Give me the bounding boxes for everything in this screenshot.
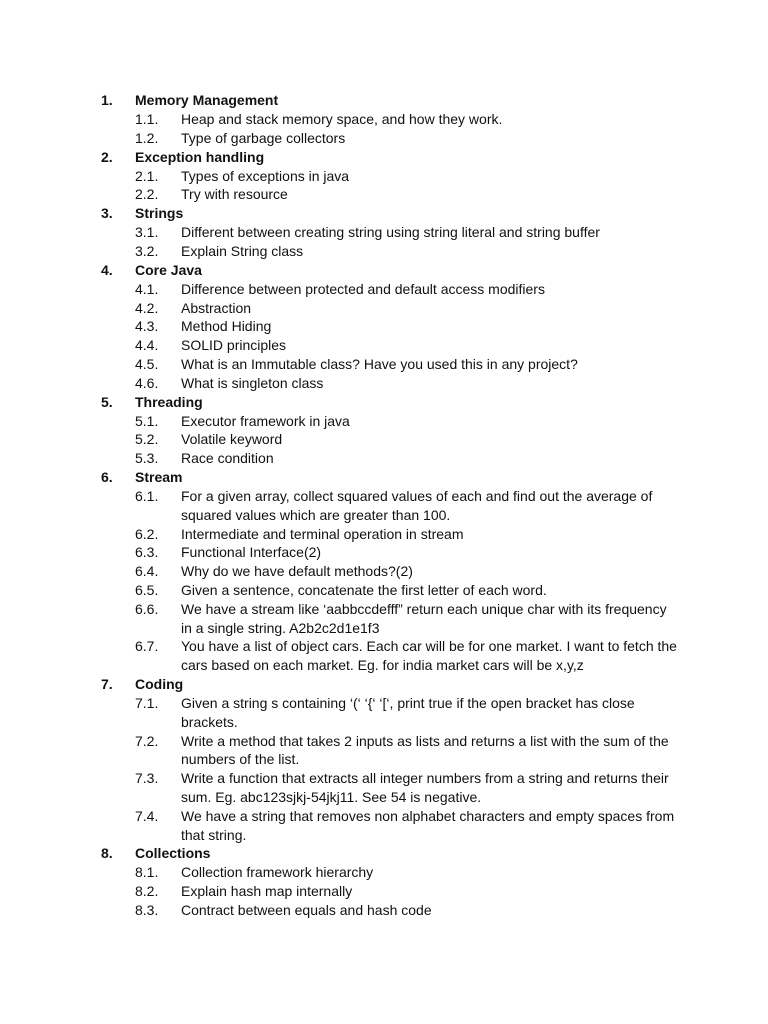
- list-item: [0, 694, 681, 732]
- section-title: Memory Management: [135, 92, 279, 108]
- list-item: [0, 637, 681, 675]
- item-number: 7.2.: [135, 732, 159, 749]
- section-title: Strings: [135, 205, 184, 222]
- section-heading: [0, 261, 768, 280]
- item-text: Explain String class: [181, 242, 304, 259]
- item-text: SOLID principles: [181, 337, 287, 354]
- section-heading: [0, 844, 768, 863]
- item-number: 6.2.: [135, 525, 159, 542]
- item-number: 4.6.: [135, 374, 159, 391]
- item-number: 6.4.: [135, 563, 159, 580]
- item-number: 4.3.: [135, 318, 159, 335]
- item-number: 4.2.: [135, 299, 159, 316]
- list-item: [0, 317, 681, 336]
- item-text: Given a sentence, concatenate the first letter of each word.: [181, 581, 547, 598]
- list-item: [0, 110, 681, 129]
- item-number: 6.6.: [135, 600, 159, 617]
- item-text: Types of exceptions in java: [181, 167, 350, 184]
- item-text: Heap and stack memory space, and how they work.: [181, 111, 503, 127]
- outline-section: [0, 261, 768, 393]
- item-text: Functional Interface(2): [181, 544, 322, 561]
- item-number: 7.3.: [135, 770, 159, 787]
- section-heading: [0, 91, 768, 110]
- item-number: 1.2.: [135, 129, 159, 146]
- section-number: 6.: [101, 468, 113, 485]
- list-item: [0, 336, 681, 355]
- list-item: [0, 863, 681, 882]
- section-title: Collections: [135, 845, 211, 862]
- section-heading: [0, 468, 768, 487]
- section-title: Coding: [135, 675, 184, 692]
- section-number: 3.: [101, 205, 113, 222]
- outline-section: [0, 204, 768, 261]
- section-title: Core Java: [135, 261, 202, 278]
- item-number: 4.4.: [135, 337, 159, 354]
- item-text: Contract between equals and hash code: [181, 901, 432, 918]
- item-number: 5.1.: [135, 412, 159, 429]
- section-heading: [0, 675, 768, 694]
- list-item: [0, 581, 681, 600]
- list-item: [0, 543, 681, 562]
- section-heading: [0, 204, 768, 223]
- item-number: 2.2.: [135, 186, 159, 203]
- list-item: [0, 129, 681, 148]
- item-text: Collection framework hierarchy: [181, 864, 374, 881]
- section-title: Exception handling: [135, 148, 265, 165]
- item-text: What is an Immutable class? Have you used this in any project?: [181, 355, 578, 372]
- item-number: 5.3.: [135, 450, 159, 467]
- item-number: 8.1.: [135, 864, 159, 881]
- list-item: [0, 430, 681, 449]
- item-text: What is singleton class: [181, 374, 324, 391]
- item-text: Abstraction: [181, 299, 252, 316]
- section-number: 5.: [101, 393, 113, 410]
- section-title: Threading: [135, 393, 203, 410]
- outline-section: [0, 91, 768, 148]
- item-number: 7.1.: [135, 694, 159, 711]
- item-text: Method Hiding: [181, 318, 272, 335]
- section-number: 1.: [101, 92, 113, 108]
- list-item: [0, 185, 681, 204]
- list-item: [0, 280, 681, 299]
- list-item: [0, 525, 681, 544]
- item-text: Write a function that extracts all integer numbers from a string and returns their sum. Eg. abc123sjkj-54jkj11. See 54 is negative.: [181, 770, 669, 805]
- item-text: Volatile keyword: [181, 431, 283, 448]
- item-text: Different between creating string using string literal and string buffer: [181, 224, 600, 241]
- item-text: Given a string s containing ‘(‘ ‘{‘ ‘[‘, print true if the open bracket has close brackets.: [181, 694, 635, 730]
- item-text: We have a string that removes non alphabet characters and empty spaces from that string.: [181, 807, 675, 843]
- list-item: [0, 487, 681, 525]
- list-item: [0, 167, 681, 186]
- item-text: Write a method that takes 2 inputs as lists and returns a list with the sum of the numbers of the list.: [181, 732, 669, 768]
- item-number: 6.5.: [135, 581, 159, 598]
- item-text: For a given array, collect squared values of each and find out the average of squared values which are greater than 100.: [181, 487, 653, 523]
- outline-section: [0, 468, 768, 675]
- item-number: 5.2.: [135, 431, 159, 448]
- item-text: You have a list of object cars. Each car will be for one market. I want to fetch the cars based on each market. Eg. for india market cars will be x,y,z: [181, 638, 677, 674]
- list-item: [0, 807, 681, 845]
- outline-section: [0, 393, 768, 468]
- list-item: [0, 769, 681, 807]
- list-item: [0, 732, 681, 770]
- item-number: 2.1.: [135, 167, 159, 184]
- item-text: Why do we have default methods?(2): [181, 563, 413, 580]
- list-item: [0, 242, 681, 261]
- item-text: Executor framework in java: [181, 412, 350, 429]
- list-item: [0, 882, 681, 901]
- item-number: 3.2.: [135, 242, 159, 259]
- list-item: [0, 562, 681, 581]
- item-text: Type of garbage collectors: [181, 129, 346, 146]
- section-heading: [0, 148, 768, 167]
- item-number: 6.3.: [135, 544, 159, 561]
- list-item: [0, 299, 681, 318]
- item-number: 6.7.: [135, 638, 159, 655]
- outline-section: [0, 148, 768, 205]
- item-text: Intermediate and terminal operation in stream: [181, 525, 464, 542]
- item-number: 7.4.: [135, 807, 159, 824]
- list-item: [0, 412, 681, 431]
- item-number: 1.1.: [135, 111, 159, 127]
- list-item: [0, 355, 681, 374]
- section-number: 8.: [101, 845, 113, 862]
- item-number: 4.1.: [135, 280, 159, 297]
- item-number: 6.1.: [135, 487, 159, 504]
- section-title: Stream: [135, 468, 183, 485]
- item-number: 8.2.: [135, 883, 159, 900]
- list-item: [0, 600, 681, 638]
- section-number: 2.: [101, 148, 113, 165]
- list-item: [0, 449, 681, 468]
- item-text: Difference between protected and default access modifiers: [181, 280, 545, 297]
- section-number: 7.: [101, 675, 113, 692]
- list-item: [0, 374, 681, 393]
- item-text: Explain hash map internally: [181, 883, 353, 900]
- item-text: We have a stream like ‘aabbccdefff” return each unique char with its frequency in a single string. A2b2c2d1e1f3: [181, 600, 667, 636]
- item-text: Race condition: [181, 450, 274, 467]
- item-number: 4.5.: [135, 355, 159, 372]
- list-item: [0, 901, 681, 920]
- list-item: [0, 223, 681, 242]
- outline-section: [0, 675, 768, 844]
- section-number: 4.: [101, 261, 113, 278]
- item-number: 8.3.: [135, 901, 159, 918]
- document-outline: [0, 91, 768, 920]
- item-text: Try with resource: [181, 186, 288, 203]
- section-heading: [0, 393, 768, 412]
- outline-section: [0, 844, 768, 919]
- item-number: 3.1.: [135, 224, 159, 241]
